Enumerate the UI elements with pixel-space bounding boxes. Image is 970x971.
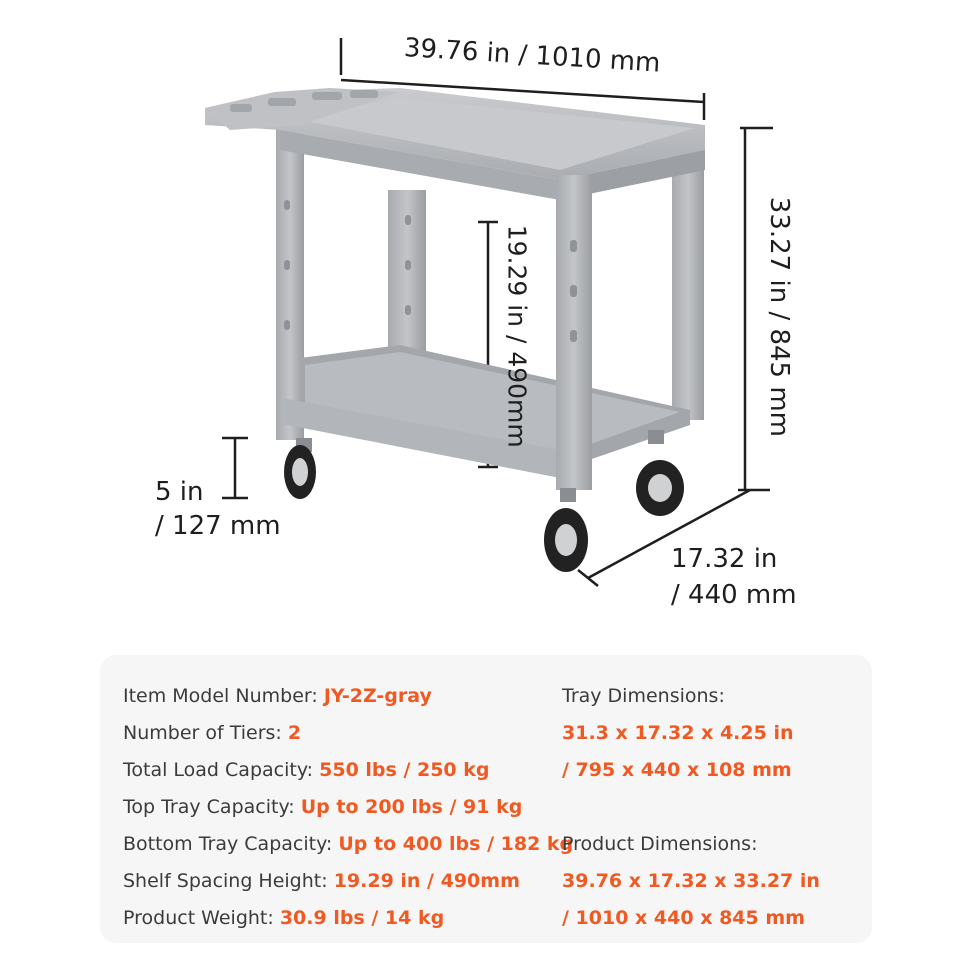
spec-total-load-capacity: Total Load Capacity: 550 lbs / 250 kg: [123, 759, 490, 781]
product-dimensions-metric: / 1010 x 440 x 845 mm: [562, 907, 805, 929]
spec-model-number: Item Model Number: JY-2Z-gray: [123, 685, 432, 707]
spec-number-of-tiers: Number of Tiers: 2: [123, 722, 302, 744]
cart-leg-back-right: [672, 140, 704, 420]
spec-product-weight: Product Weight: 30.9 lbs / 14 kg: [123, 907, 445, 929]
wheel-dimension-line1: 5 in: [155, 477, 204, 507]
depth-dimension-line2: / 440 mm: [671, 580, 797, 610]
shelf-spacing-dimension-label: 19.29 in / 490mm: [502, 224, 532, 448]
depth-dimension-line1: 17.32 in: [671, 544, 778, 574]
spec-shelf-spacing-height: Shelf Spacing Height: 19.29 in / 490mm: [123, 870, 520, 892]
tray-dimensions-label: Tray Dimensions:: [562, 685, 725, 707]
cart-leg-front-left: [276, 120, 304, 440]
spec-top-tray-capacity: Top Tray Capacity: Up to 200 lbs / 91 kg: [123, 796, 523, 818]
height-dimension-label: 33.27 in / 845 mm: [763, 196, 794, 438]
spec-bottom-tray-capacity: Bottom Tray Capacity: Up to 400 lbs / 182 kg: [123, 833, 574, 855]
product-dimensions-label: Product Dimensions:: [562, 833, 758, 855]
wheel-dimension-line2: / 127 mm: [155, 511, 281, 541]
product-dimensions-imperial: 39.76 x 17.32 x 33.27 in: [562, 870, 820, 892]
specifications-card: [100, 655, 872, 943]
width-dimension-label: 39.76 in / 1010 mm: [403, 32, 662, 79]
tray-dimensions-imperial: 31.3 x 17.32 x 4.25 in: [562, 722, 794, 744]
tray-dimensions-metric: / 795 x 440 x 108 mm: [562, 759, 792, 781]
